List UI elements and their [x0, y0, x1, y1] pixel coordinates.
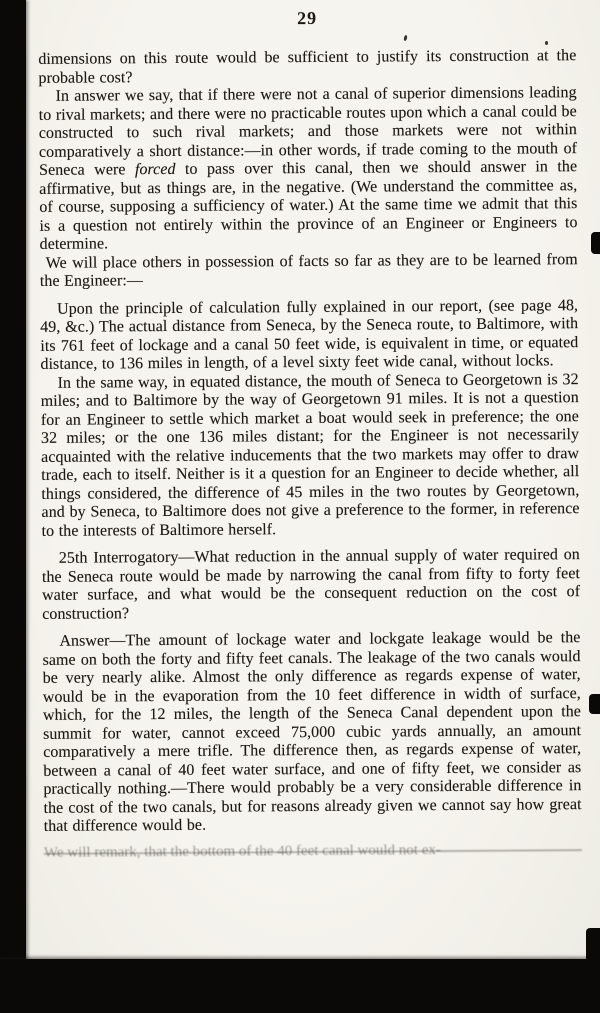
paragraph-continuation: dimensions on this route would be sufficient to justify its construction at the probable cost? [38, 47, 577, 87]
scan-artifact-right-2 [589, 694, 600, 714]
faded-bottom-line: We will remark, that the bottom of the 40 feet canal would not ex- [44, 840, 582, 862]
page-number: 29 [297, 7, 318, 29]
scan-speck [545, 41, 548, 45]
scan-edge-left [0, 0, 26, 1013]
paragraph-text: to pass over this canal, then we should answer in the affirmative, but as things are, in the negative. (We understand the committee as, of course, supposing a sufficiency of water.) At the same time we admit that this is a question not entirely within the province of an Engineer or Engineers to determine. [39, 158, 578, 253]
scan-edge-bottom [0, 959, 600, 1013]
paragraph-engineer-facts: We will place others in possession of facts so far as they are to be learned from the Engineer:— [39, 250, 578, 290]
paragraph-text: In answer we say, that if there were not a canal of superior dimensions leading to rival markets; and there were no practicable routes upon which a canal could be constructed to such rival markets; and those markets were not within comparatively a short distance:—in other words, if trade coming to the mouth of Seneca were [38, 84, 578, 179]
page-content [38, 6, 582, 861]
paragraph-interrogatory-25th: 25th Interrogatory—What reduction in the annual supply of water required on the Seneca route would be made by narrowing the canal from fifty to forty feet water surface, and what would be the consequent reduction on the cost of construction? [41, 546, 581, 623]
paragraph-answer-rival-markets [39, 84, 578, 254]
italic-word: forced [134, 160, 176, 179]
paragraph-equated-distance: In the same way, in equated distance, the mouth of Seneca to Georgetown is 32 miles; and to Baltimore by the way of Georgetown 91 miles. It is not a question for an Engineer to settle which market a boat would seek in preference; the one 32 miles; or the one 136 miles distant; for the Engineer is not necessarily acquainted with the relative inducements that the two markets may offer to draw trade, each to itself. Neither is it a question for an Engineer to decide whether, all things considered, the difference of 45 miles in the two routes by Georgetown, and by Seneca, to Baltimore does not give a preference to the former, in reference to the interests of Baltimore herself. [40, 370, 580, 540]
paragraph-calculation-principle: Upon the principle of calculation fully explained in our report, (see page 48, 49, &c.) The actual distance from Seneca, by the Seneca route, to Baltimore, with its 761 feet of lockage and a canal 50 feet wide, is equivalent in time, or equated distance, to 136 miles in length, of a level sixty feet wide canal, without locks. [40, 296, 579, 373]
scan-artifact-right-3 [586, 928, 600, 962]
paragraph-answer-25th: Answer—The amount of lockage water and lockgate leakage would be the same on both the forty and fifty feet canals. The leakage of the two canals would be very nearly alike. Almost the only difference as regards expense of water, would be in the evaporation from the 10 feet difference in width of surface, which, for the 12 miles, the length of the Seneca Canal dependent upon the summit for water, cannot exceed 75,000 cubic yards annually, an amount comparatively a mere trifle. The difference then, as regards expense of water, between a canal of 40 feet water surface, and one of fifty feet, we consider as practically nothing.—There would probably be a very considerable difference in the cost of the two canals, but for reasons already given we cannot say how great that difference would be. [42, 629, 582, 835]
scan-artifact-right-1 [591, 232, 600, 254]
